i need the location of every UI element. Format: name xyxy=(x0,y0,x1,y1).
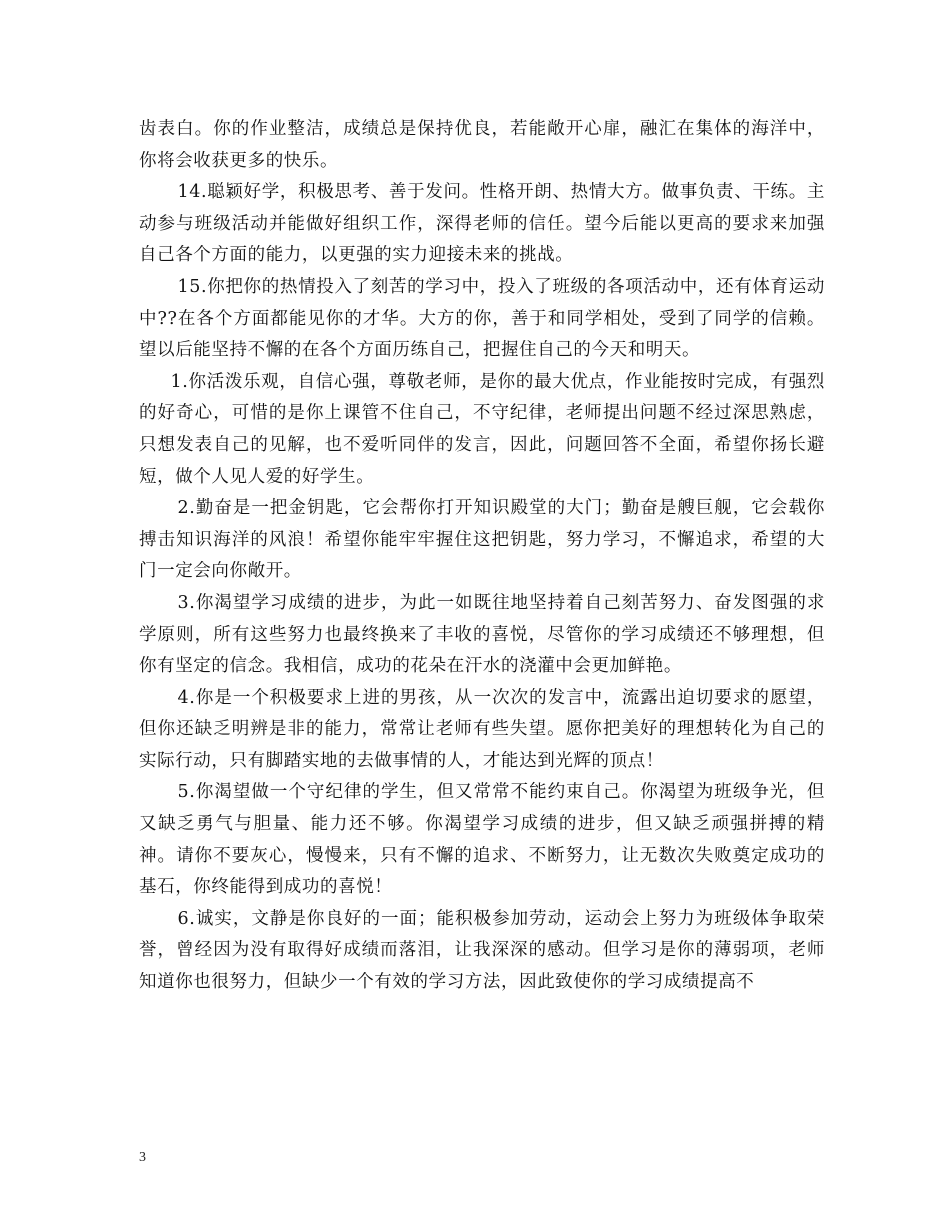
paragraph-comment-4: 4.你是一个积极要求上进的男孩，从一次次的发言中，流露出迫切要求的愿望，但你还缺乏明辨是非的能力，常常让老师有些失望。愿你把美好的理想转化为自己的实际行动，只有脚踏实地的去做事情的人，才能达到光辉的顶点！ xyxy=(139,687,825,771)
paragraph-comment-1: 1.你活泼乐观，自信心强，尊敬老师，是你的最大优点，作业能按时完成，有强烈的好奇心，可惜的是你上课管不住自己，不守纪律，老师提出问题不经过深思熟虑，只想发表自己的见解，也不爱听同伴的发言，因此，问题回答不全面，希望你扬长避短，做个人见人爱的好学生。 xyxy=(139,371,825,487)
paragraph-comment-14: 14.聪颖好学，积极思考、善于发问。性格开朗、热情大方。做事负责、干练。主动参与班级活动并能做好组织工作，深得老师的信任。望今后能以更高的要求来加强自己各个方面的能力，以更强的实力迎接未来的挑战。 xyxy=(139,182,825,266)
paragraph-comment-2: 2.勤奋是一把金钥匙，它会帮你打开知识殿堂的大门；勤奋是艘巨舰，它会载你搏击知识海洋的风浪！希望你能牢牢握住这把钥匙，努力学习，不懈追求，希望的大门一定会向你敞开。 xyxy=(139,498,825,582)
paragraph-continuation: 齿表白。你的作业整洁，成绩总是保持优良，若能敞开心扉，融汇在集体的海洋中，你将会收获更多的快乐。 xyxy=(139,119,825,171)
page-number: 3 xyxy=(139,1150,146,1165)
paragraph-comment-6: 6.诚实，文静是你良好的一面；能积极参加劳动，运动会上努力为班级体争取荣誉，曾经因为没有取得好成绩而落泪，让我深深的感动。但学习是你的薄弱项，老师知道你也很努力，但缺少一个有效的学习方法，因此致使你的学习成绩提高不 xyxy=(139,908,825,993)
paragraph-comment-15: 15.你把你的热情投入了刻苦的学习中，投入了班级的各项活动中，还有体育运动中??在各个方面都能见你的才华。大方的你，善于和同学相处，受到了同学的信赖。望以后能坚持不懈的在各个方面历练自己，把握住自己的今天和明天。 xyxy=(139,276,825,361)
paragraph-comment-3: 3.你渴望学习成绩的进步，为此一如既往地坚持着自己刻苦努力、奋发图强的求学原则，所有这些努力也最终换来了丰收的喜悦，尽管你的学习成绩还不够理想，但你有坚定的信念。我相信，成功的花朵在汗水的浇灌中会更加鲜艳。 xyxy=(139,592,825,677)
document-body xyxy=(139,114,825,999)
paragraph-comment-5: 5.你渴望做一个守纪律的学生，但又常常不能约束自己。你渴望为班级争光，但又缺乏勇气与胆量、能力还不够。你渴望学习成绩的进步，但又缺乏顽强拼搏的精神。请你不要灰心，慢慢来，只有不懈的追求、不断努力，让无数次失败奠定成功的基石，你终能得到成功的喜悦！ xyxy=(139,782,825,898)
